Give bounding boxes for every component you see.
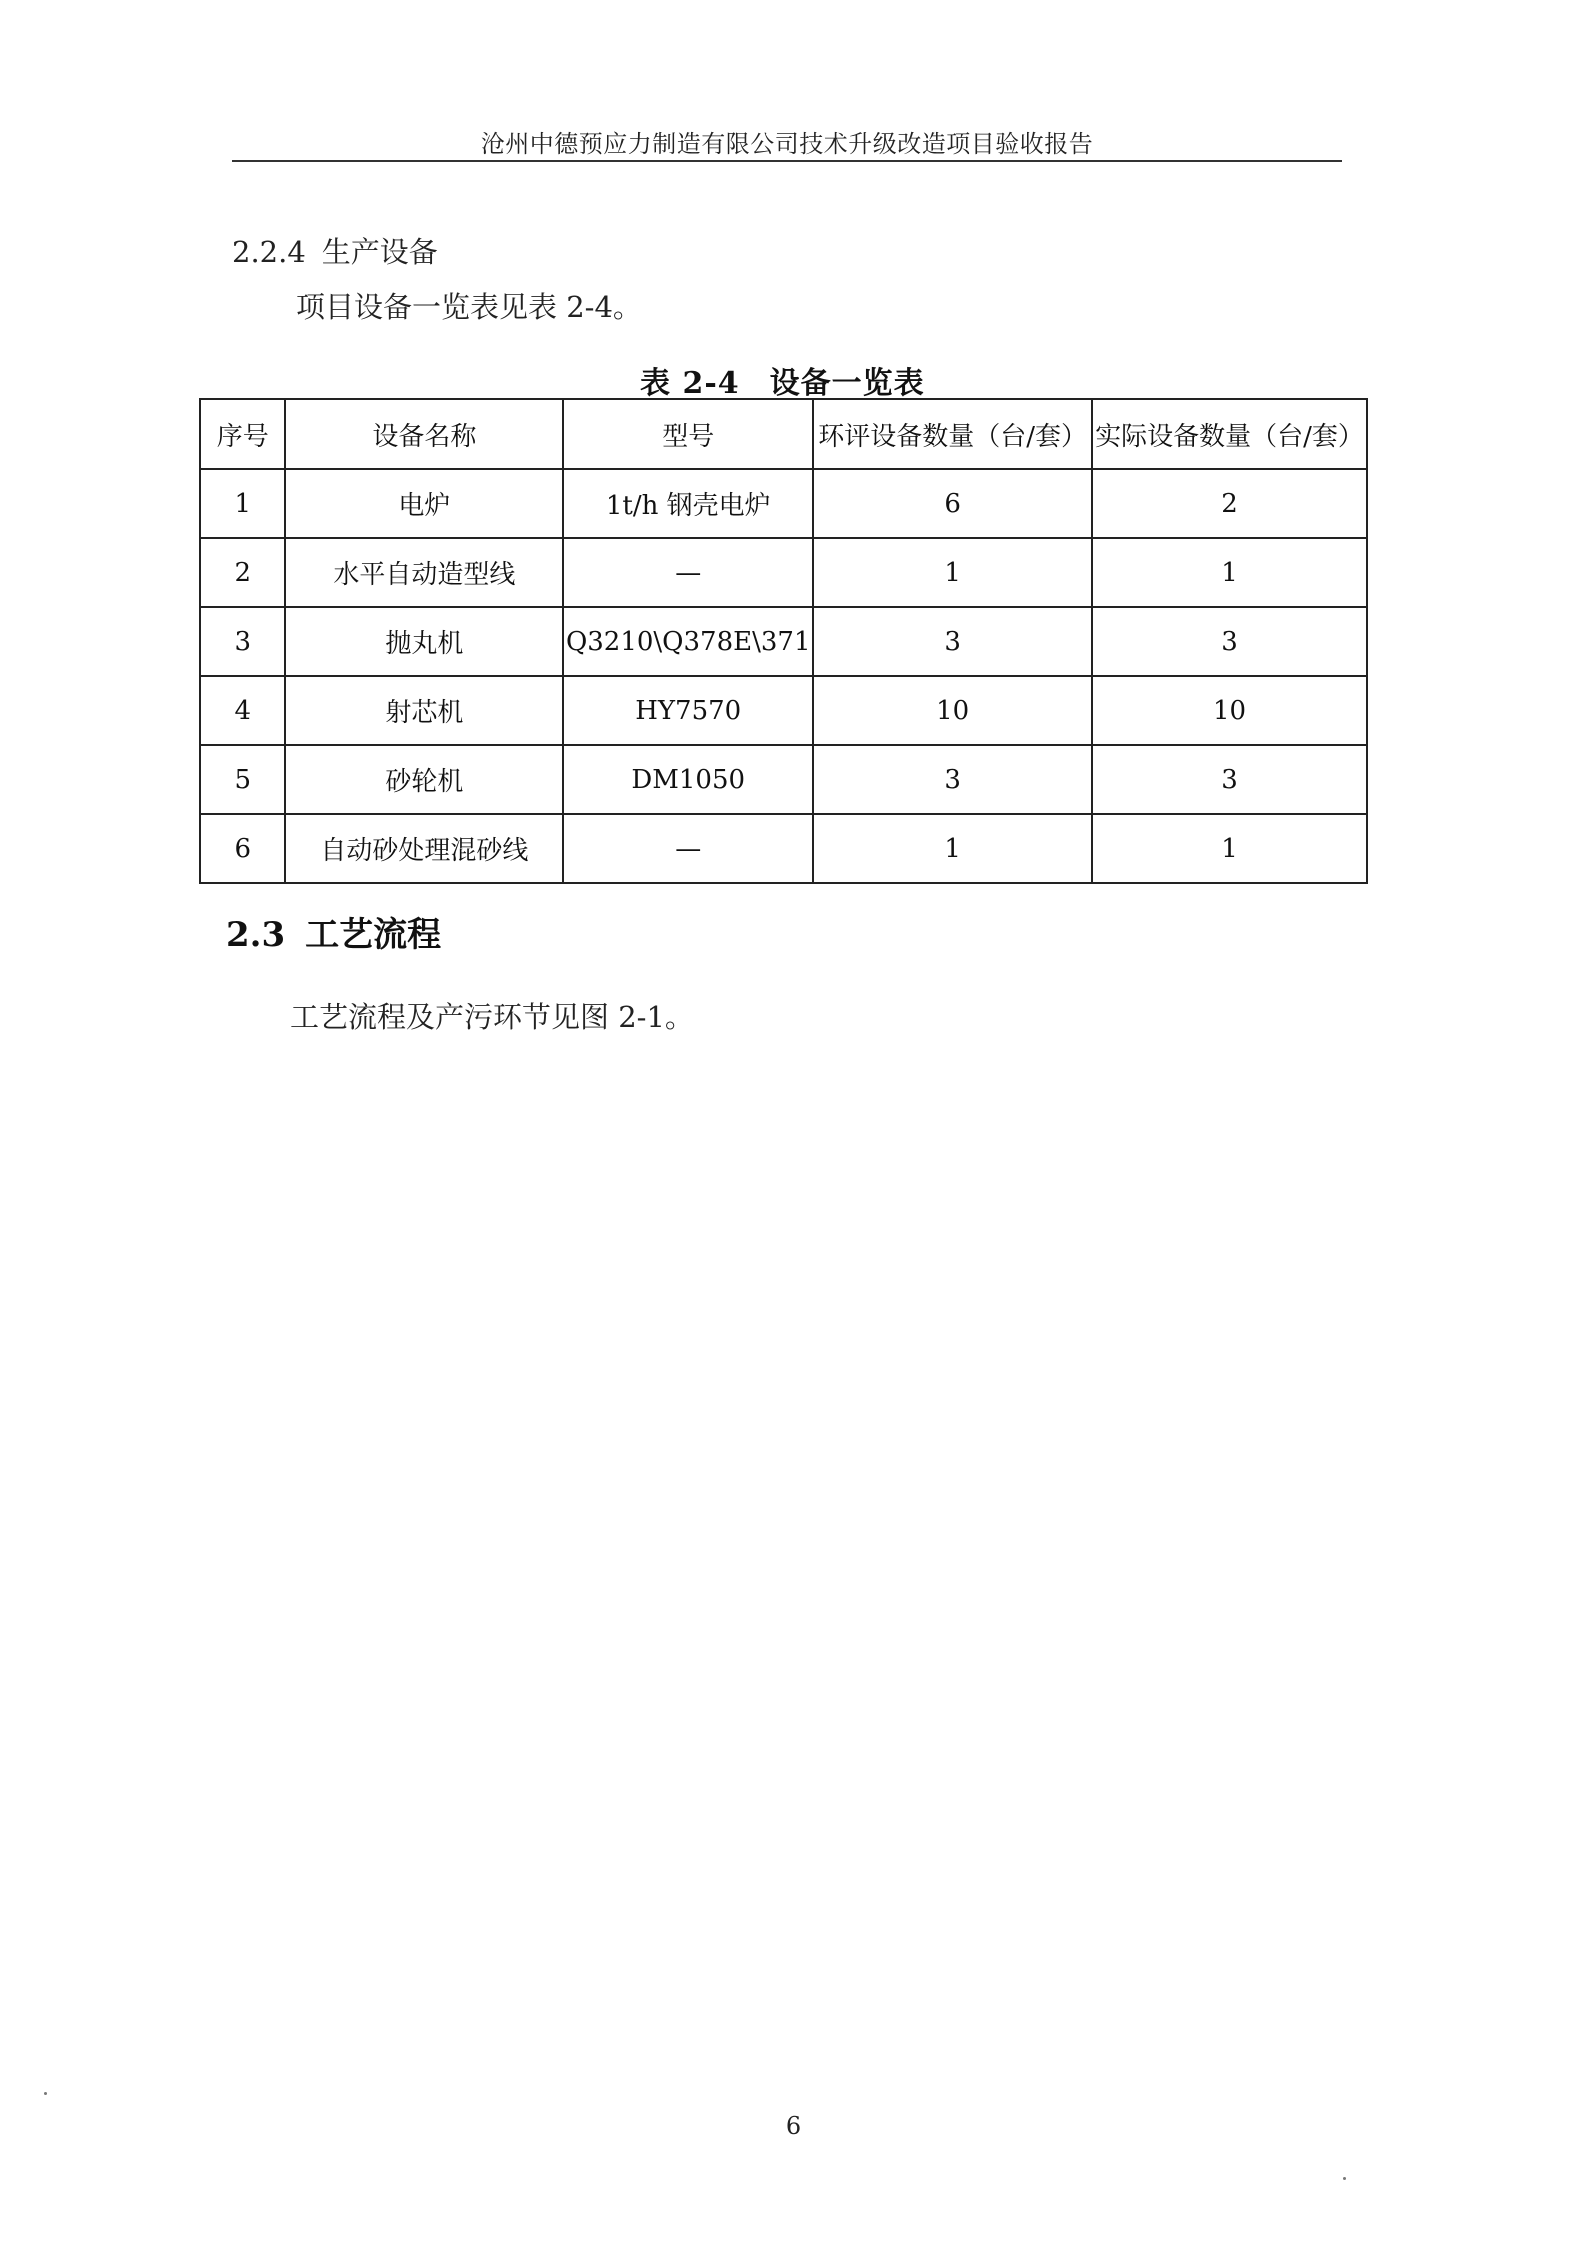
cell-name: 抛丸机 [285,607,563,676]
cell-model: — [563,814,813,883]
table-row [200,745,1367,814]
cell-eia-qty: 3 [813,607,1092,676]
header-rule [232,160,1342,162]
cell-model: — [563,538,813,607]
header-seq: 序号 [200,399,285,469]
cell-actual-qty: 2 [1092,469,1367,538]
cell-seq: 2 [200,538,285,607]
table-caption [640,358,925,402]
cell-eia-qty: 10 [813,676,1092,745]
cell-seq: 4 [200,676,285,745]
section-heading-2-3 [226,907,441,956]
cell-actual-qty: 3 [1092,745,1367,814]
cell-actual-qty: 1 [1092,814,1367,883]
table-caption-title: 设备一览表 [769,366,925,401]
equipment-table [199,398,1368,884]
header-eia-qty: 环评设备数量（台/套） [813,399,1092,469]
cell-actual-qty: 3 [1092,607,1367,676]
cell-name: 水平自动造型线 [285,538,563,607]
table-header-row [200,399,1367,469]
cell-seq: 3 [200,607,285,676]
section-title: 生产设备 [321,235,438,269]
scan-speck [44,2092,47,2095]
cell-model: HY7570 [563,676,813,745]
intro-paragraph: 项目设备一览表见表 2-4。 [296,290,642,324]
table-row [200,676,1367,745]
table-row [200,814,1367,883]
cell-eia-qty: 3 [813,745,1092,814]
header-actual-qty: 实际设备数量（台/套） [1092,399,1367,469]
table-caption-label: 表 2-4 [640,366,740,401]
cell-actual-qty: 10 [1092,676,1367,745]
header-model: 型号 [563,399,813,469]
section-number: 2.2.4 [232,235,306,269]
cell-name: 砂轮机 [285,745,563,814]
cell-eia-qty: 6 [813,469,1092,538]
cell-seq: 1 [200,469,285,538]
table-row [200,538,1367,607]
cell-seq: 5 [200,745,285,814]
cell-model: Q3210\Q378E\371 [563,607,813,676]
cell-actual-qty: 1 [1092,538,1367,607]
cell-eia-qty: 1 [813,538,1092,607]
section-title: 工艺流程 [305,915,442,955]
page-number: 6 [785,2112,802,2140]
cell-model: DM1050 [563,745,813,814]
cell-eia-qty: 1 [813,814,1092,883]
process-paragraph: 工艺流程及产污环节见图 2-1。 [290,1000,694,1034]
table-row [200,469,1367,538]
table-row [200,607,1367,676]
scan-speck [1343,2177,1346,2180]
cell-name: 射芯机 [285,676,563,745]
section-number: 2.3 [226,915,286,955]
cell-model: 1t/h 钢壳电炉 [563,469,813,538]
cell-name: 自动砂处理混砂线 [285,814,563,883]
cell-name: 电炉 [285,469,563,538]
section-heading-2-2-4 [232,230,438,271]
running-header: 沧州中德预应力制造有限公司技术升级改造项目验收报告 [480,130,1094,158]
header-name: 设备名称 [285,399,563,469]
cell-seq: 6 [200,814,285,883]
